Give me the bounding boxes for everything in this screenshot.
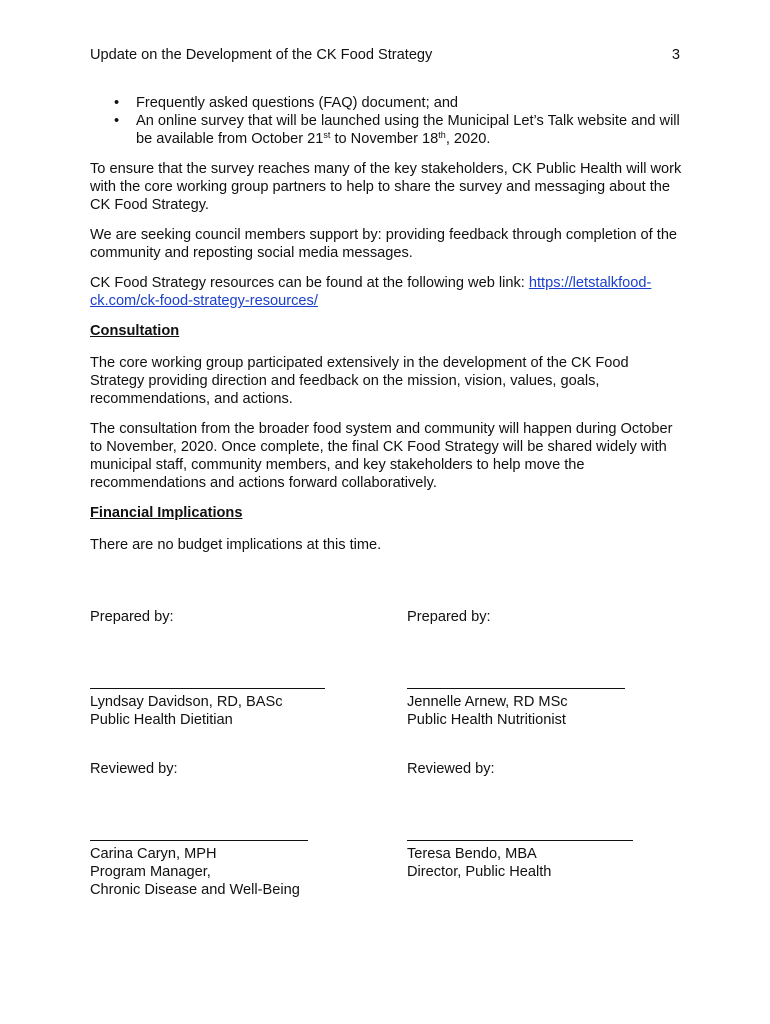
signatory-title-line2: Chronic Disease and Well-Being (90, 882, 300, 898)
list-item (90, 112, 682, 148)
prepared-by-label-right: Prepared by: (407, 609, 491, 625)
signatory-name: Lyndsay Davidson, RD, BASc (90, 694, 283, 710)
paragraph-consultation-1: The core working group participated extensively in the development of the CK Food Strategy providing direction and feedback on the mission, vision, values, goals, recommendations, and actions. (90, 355, 629, 407)
bullet-icon: • (114, 95, 120, 111)
signatory-title: Public Health Nutritionist (407, 712, 566, 728)
paragraph-financial: There are no budget implications at this time. (90, 537, 382, 553)
paragraph-survey: To ensure that the survey reaches many of the key stakeholders, CK Public Health will work with the core working group partners to help to share the survey and messaging about the CK Food Strategy. (90, 161, 682, 213)
page-header (90, 46, 680, 66)
signatory-title: Public Health Dietitian (90, 712, 233, 728)
signature-line-left (90, 688, 325, 689)
signatory-name: Teresa Bendo, MBA (407, 846, 537, 862)
bullet-icon: • (114, 113, 120, 129)
signatory-title: Director, Public Health (407, 864, 552, 880)
prepared-by-label-left: Prepared by: (90, 609, 174, 625)
page-number: 3 (671, 47, 680, 63)
heading-consultation: Consultation (90, 323, 180, 339)
signature-line-right (407, 688, 625, 689)
list-item (90, 94, 682, 112)
bullet-text-faq: Frequently asked questions (FAQ) document; and (136, 95, 459, 111)
header-title: Update on the Development of the CK Food Strategy (90, 47, 433, 63)
signature-line-left (90, 840, 308, 841)
resources-link[interactable]: https://letstalkfood-ck.com/ck-food-strategy-resources/ (90, 275, 652, 309)
heading-financial: Financial Implications (90, 505, 243, 521)
bullet-list (90, 94, 682, 148)
signatory-name: Jennelle Arnew, RD MSc (407, 694, 568, 710)
signatory-title: Program Manager, (90, 864, 211, 880)
reviewed-by-label-left: Reviewed by: (90, 761, 178, 777)
reviewed-by-label-right: Reviewed by: (407, 761, 495, 777)
document-body (90, 94, 682, 566)
paragraph-support: We are seeking council members support by: providing feedback through completion of the community and reposting social media messages. (90, 227, 678, 261)
paragraph-resources: CK Food Strategy resources can be found at the following web link: https://letstalkfood-ck.com/ck-food-strategy-resources/ (90, 275, 652, 309)
bullet-text-survey: An online survey that will be launched using the Municipal Let’s Talk website and will be available from October 21st to November 18th, 2020. (136, 113, 680, 147)
paragraph-consultation-2: The consultation from the broader food system and community will happen during October to November, 2020. Once complete, the final CK Food Strategy will be shared widely with municipal staff, community members, and key stakeholders to help move the recommendations and actions forward collaboratively. (90, 421, 673, 491)
signature-line-right (407, 840, 633, 841)
signatory-name: Carina Caryn, MPH (90, 846, 217, 862)
